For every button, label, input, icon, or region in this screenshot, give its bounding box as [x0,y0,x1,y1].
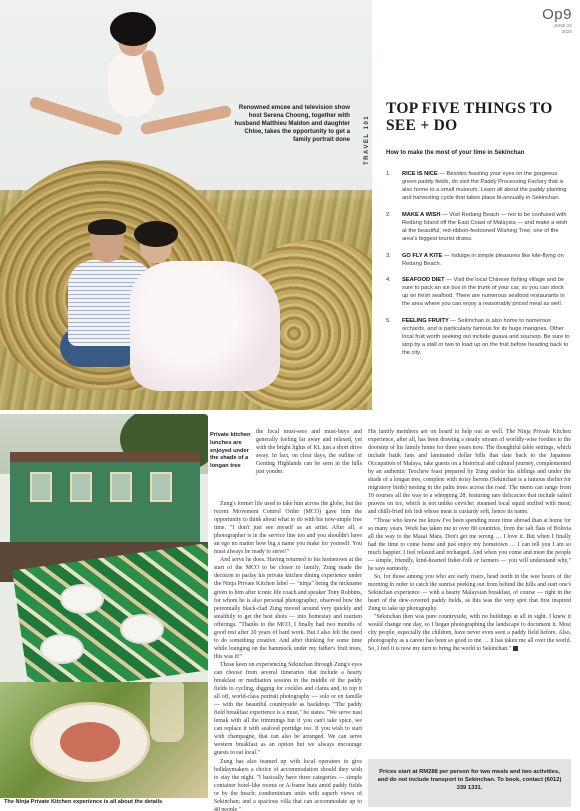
jumping-girl-figure [20,10,230,170]
body-paragraph: So, for those among you who are early risers, head north in the wee hours of the morning in order to catch the sunrise peeking out from behind the hills and start one's Sekinchan experience — with a hearty Malaysian breakfast, of course — right in the heart of the dew-covered paddy fields, as this was the very spot that first inspired Zung to take up photography. [368,573,571,613]
list-item: 2. MAKE A WISH — Visit Redang Beach — not to be confused with Redang Island off the East Coast of Malaysia — and make a wish at the beautiful, red-ribbon-festooned Wishing Tree, one of the area's biggest tourist draws. [386,211,568,243]
page-number-block [542,6,572,34]
table-detail-photo [0,682,208,798]
list-item: 4. SEAFOOD DIET — Visit the local Chinese fishing village and be sure to pack an ice box in the trunk of your car, so you can stock up on fresh seafood. There are numerous seafood restaurants in the area where you can enjoy a reasonably priced meal as well. [386,277,565,308]
body-paragraph: "Sekinchan then was pure countryside, with no buildings at all in sight. I knew it would change one day, so I began photographing the landscape to document it. Most city people, especially the children, have never even seen a paddy field before. Also, photography as a career has been so good to me … it has taken me all over the world. So, I feel it is now my turn to bring the world to Sekinchan." [368,614,571,653]
body-paragraph: His family members are on board to help out as well. The Ninja Private Kitchen experience, after all, has been drawing a steady stream of worldly-wise foodies to the doorstep of his family home for three years now. The thoughtful table settings, which include batik fans and laminated dollar bills that date back to the Japanese Occupation of Malaya, take guests on a historical and cultural journey, complemented by an authentic Teochew feast prepared by Zung and/or his siblings and under the shade of a longan tree, complete with noisy herons (Sekinchan is a famous shelter for migratory birds) nesting in the palm trees across the road. The menu can range from 10 courses all the way to a whopping 28, featuring rare delicacies that include salted prawns on ice, which is not unlike ceviche; steamed local squid stuffed with meat; and chilli-fried toh fish whose meat is custardy soft, hence its name. [368,429,571,516]
hero-photo [0,0,372,410]
list-item: 1. RICE IS NICE — Besides feasting your eyes on the gorgeous green paddy fields, do visit the Paddy Processing Factory that is also home to a small museum. Learn all about the paddy planting and harvesting cycle that takes place bi-annually in Sekinchan. [386,171,567,202]
list-item: 3. GO FLY A KITE — Indulge in simple pleasures like kite-flying on Redang Beach. [386,252,564,267]
booking-info-box: Prices start at RM288 per person for two meals and two activities, and do not include transport to Sekinchan. To book, contact (6012) 339 1331. [368,759,571,807]
body-paragraph: "Those who know me know I've been spending more time abroad than at home for so many years. Work has taken me to over 80 countries, from the salt flats of Bolivia all the way to the Masai Mara. Don't get me wrong … I love it. But when I finally had the time to come home and just enjoy my hometown … I can tell you I am so much happier. I feel relaxed and recharged. And when you come and meet the people — simple, friendly, kind-hearted fisher-folk or farmers — you will understand why," he says earnestly. [368,517,571,572]
section-label: TRAVEL 101 [364,114,370,165]
body-paragraph: Zung has also teamed up with local operators to give holidaymakers a choice of accommodation should they wish to stay the night. "I basically have three categories — simple container hotel-like rooms or A-frame huts amid paddy fields or by the beach; condominium units with superb views of Sekinchan; and a spacious villa that can accommodate up to 40 people." [214,758,362,811]
tips-list [386,170,570,366]
side-photo-caption: Private kitchen lunches are enjoyed under the shade of a longan tree [210,432,251,470]
body-column-2 [368,428,571,653]
feature-title: TOP FIVE THINGS TO SEE + DO [386,100,553,134]
list-item: 5. FEELING FRUITY — Sekinchan is also home to numerous orchards, and is particularly famous for its huge mangoes. Other local fruit worth seeking out include guava and soursop. Be sure to stop by a stall or two to load up on the fruit before heading back to the city. [386,317,570,357]
body-column-1 [214,500,362,811]
page-number: Op9 [542,6,572,23]
kitchen-house-photo [0,414,208,682]
hero-caption: Renowned emcee and television show host Serena Choong, together with husband Matthieu Maldon and daughter Chloe, takes the opportunity to get a family portrait done [234,104,350,143]
body-paragraph: Those keen on experiencing Sekinchan through Zung's eyes can choose from several itineraries that include a hearty breakfast or meditation session in the middle of the paddy fields to cycling, digging for cockles and clams and, to top it all off, world-class portrait photography — solo or en famille — with the beautiful countryside as backdrop. "The paddy field breakfast experience is a must," he states. "We serve nasi lemak with all the trimmings but if you can't take spice, we can replace it with seafood porridge too. If you wish to start with champagne, that can also be arranged. We can serve western breakfast as an option but we always encourage guests to eat local." [214,661,362,757]
body-paragraph: Zung's former life used to take him across the globe, but the recent Movement Control Order (MCO) gave him the opportunity to think about what to do with his now-ample free time. "I don't just see myself as an artist. After all, a photographer is in the service line too and you shouldn't have an ego no matter how big a name you make for yourself. You must always be ready to serve!" [214,501,362,556]
issue-date-line1: JUNE 22 [553,23,572,28]
woman-figure [130,225,280,395]
body-paragraph: And serve he does. Having returned to his hometown at the start of the MCO to be closer to family, Zung made the decision to parlay his private kitchen dining experience under the Ninja Private Kitchen label — "ninja" being the nickname given to him after iconic life coach and speaker Tony Robbins, for whom he is also personal photographer, observed how the perennially black-clad Zung moved around very quickly and stealthily to get the best shots — into homestay and tourism offerings. "Thanks to the MCO, I finally had two months of good rest after 20 years of hard work. But I also felt the need to do something creative. And after thinking for some time while lounging on the hammock under my father's fruit trees, this was it!" [214,557,362,660]
bottom-photo-caption: The Ninja Private Kitchen experience is all about the details [4,799,163,805]
body-column-1-top: the local must-sees and must-buys and generally feeling far away and relaxed, yet with the bright lights of KL just a short drive away. In fact, on clear days, the outline of Genting Highlands can be seen in the hills just yonder. [256,429,362,476]
feature-standfirst: How to make the most of your time in Sekinchan [386,150,525,156]
issue-date-line2: 2020 [561,28,572,34]
end-mark-icon [513,646,518,651]
